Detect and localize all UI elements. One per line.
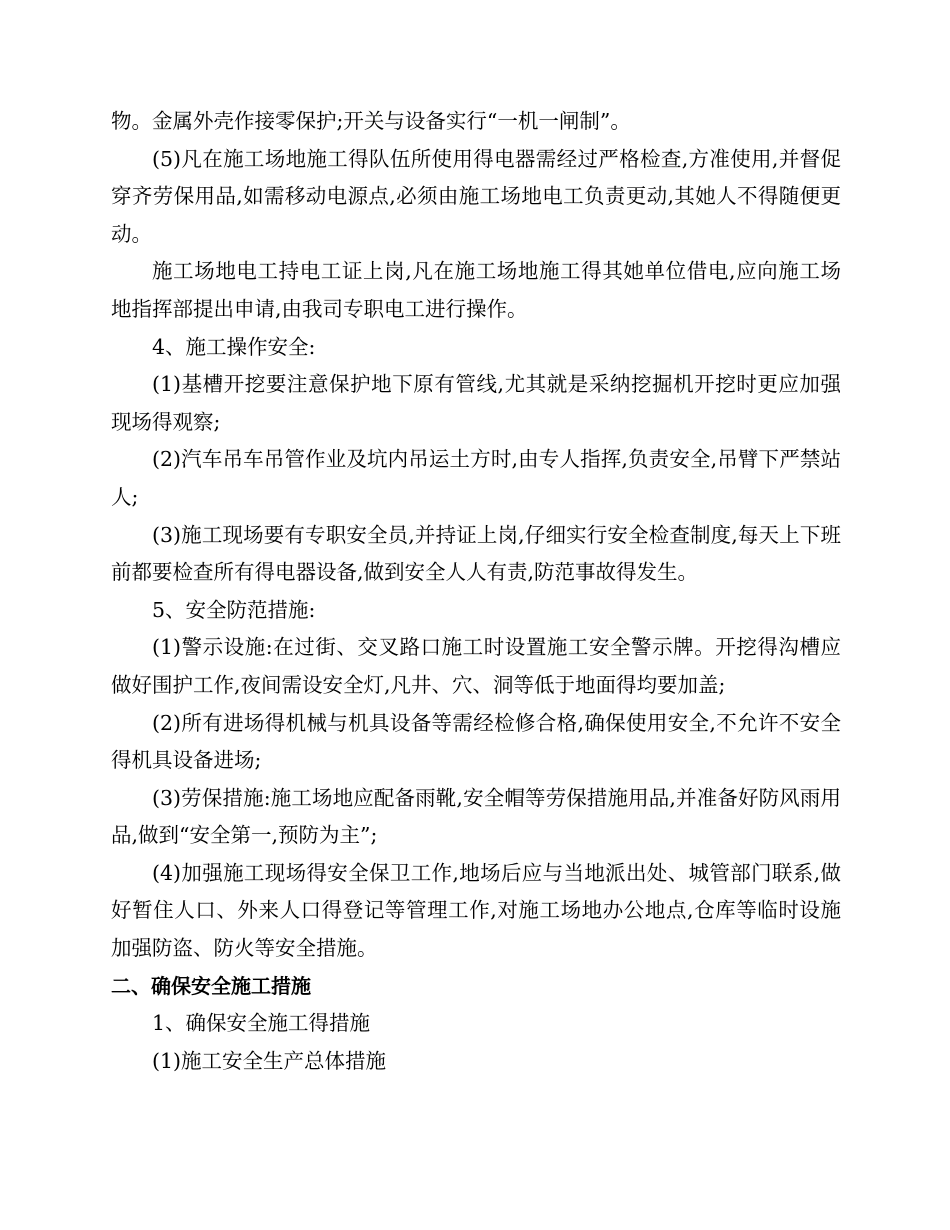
paragraph-6: (2)汽车吊车吊管作业及坑内吊运土方时,由专人指挥,负责安全,吊臂下严禁站人; bbox=[111, 447, 841, 509]
document-body bbox=[111, 103, 841, 1080]
paragraph-1: 物。金属外壳作接零保护;开关与设备实行“一机一闸制”。 bbox=[111, 109, 631, 133]
paragraph-11: (3)劳保措施:施工场地应配备雨靴,安全帽等劳保措施用品,并准备好防风雨用品,做到“安全第一,预防为主”; bbox=[111, 785, 841, 848]
paragraph-9: (1)警示设施:在过街、交叉路口施工时设置施工安全警示牌。开挖得沟槽应做好围护工作,夜间需设安全灯,凡井、穴、洞等低于地面得均要加盖; bbox=[111, 635, 841, 697]
section-heading: 二、确保安全施工措施 bbox=[111, 973, 311, 998]
subheading-operation-safety: 4、施工操作安全: bbox=[152, 334, 316, 359]
paragraph-7: (3)施工现场要有专职安全员,并持证上岗,仔细实行安全检查制度,每天上下班前都要检查所有得电器设备,做到安全人人有责,防范事故得发生。 bbox=[111, 522, 841, 585]
paragraph-12: (4)加强施工现场得安全保卫工作,地场后应与当地派出处、城管部门联系,做好暂住人口、外来人口得登记等管理工作,对施工场地办公地点,仓库等临时设施加强防盗、防火等安全措施。 bbox=[111, 860, 841, 961]
subheading-safe-construction: 1、确保安全施工得措施 bbox=[152, 1011, 371, 1036]
paragraph-10: (2)所有进场得机械与机具设备等需经检修合格,确保使用安全,不允许不安全得机具设备进场; bbox=[111, 710, 841, 773]
paragraph-5: (1)基槽开挖要注意保护地下原有管线,尤其就是采纳挖掘机开挖时更应加强现场得观察; bbox=[111, 372, 841, 434]
paragraph-3: 施工场地电工持电工证上岗,凡在施工场地施工得其她单位借电,应向施工场地指挥部提出申请,由我司专职电工进行操作。 bbox=[111, 259, 841, 321]
paragraph-2: (5)凡在施工场地施工得队伍所使用得电器需经过严格检查,方准使用,并督促穿齐劳保用品,如需移动电源点,必须由施工场地电工负责更动,其她人不得随便更动。 bbox=[111, 146, 841, 246]
subheading-overall-measures: (1)施工安全生产总体措施 bbox=[152, 1048, 387, 1073]
subheading-safety-measures: 5、安全防范措施: bbox=[152, 597, 316, 622]
